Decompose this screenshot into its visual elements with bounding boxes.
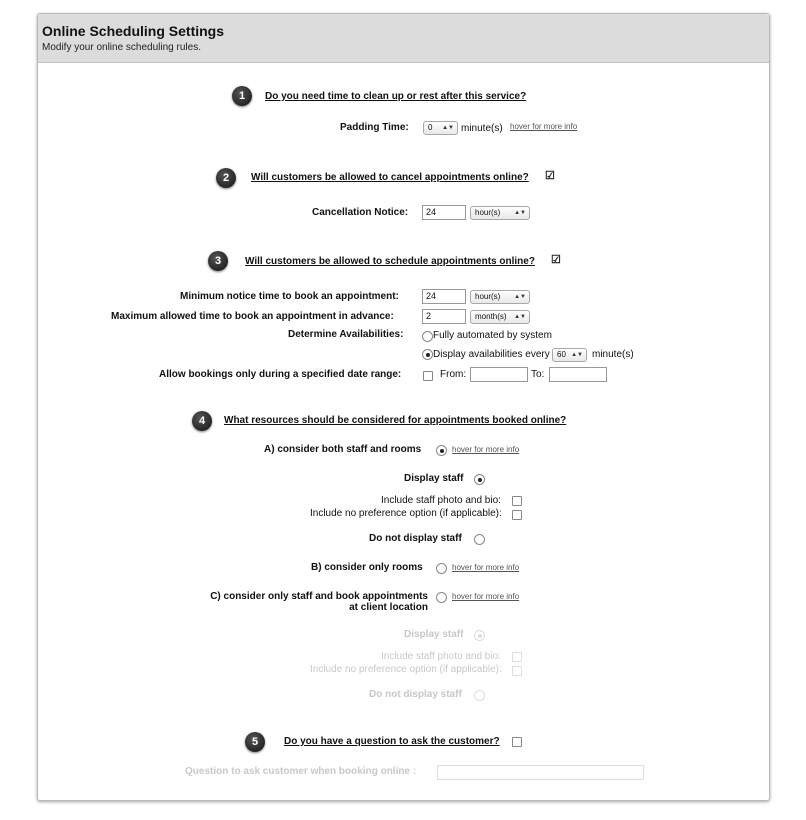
page-title: Online Scheduling Settings: [42, 23, 225, 39]
step-1-badge: 1: [232, 86, 252, 106]
min-notice-label: Minimum notice time to book an appointment:: [180, 291, 399, 302]
hover-info-option-b[interactable]: hover for more info: [452, 563, 520, 572]
cancel-online-checkbox[interactable]: ☑: [545, 170, 555, 182]
max-time-label: Maximum allowed time to book an appointment in advance:: [111, 311, 394, 322]
option-a-radio[interactable]: [436, 445, 447, 456]
padding-time-label: Padding Time:: [340, 122, 409, 133]
select-arrows-icon: ▲▼: [514, 210, 526, 216]
option-b-radio[interactable]: [436, 563, 447, 574]
customer-question-label: Question to ask customer when booking online :: [185, 766, 417, 777]
question-resources: What resources should be considered for appointments booked online?: [224, 415, 567, 426]
c-display-staff-radio[interactable]: [474, 630, 485, 641]
padding-time-value: 0: [428, 123, 433, 132]
padding-time-select[interactable]: [423, 121, 458, 135]
min-notice-unit-select[interactable]: [470, 290, 530, 304]
availability-interval-unit: minute(s): [592, 349, 634, 360]
step-2-badge: 2: [216, 168, 236, 188]
date-range-checkbox[interactable]: [423, 371, 433, 381]
cancellation-notice-input[interactable]: 24: [422, 205, 466, 220]
panel-header: [38, 14, 769, 63]
hover-info-option-a[interactable]: hover for more info: [452, 445, 520, 454]
option-b-label: B) consider only rooms: [311, 562, 423, 573]
select-arrows-icon: ▲▼: [514, 314, 526, 320]
option-c-label-line2: at client location: [349, 602, 428, 613]
min-notice-unit-value: hour(s): [475, 292, 501, 301]
availability-label: Determine Availabilities:: [288, 329, 404, 340]
step-5-badge: 5: [245, 732, 265, 752]
option-a-label: A) consider both staff and rooms: [264, 444, 422, 455]
max-time-input[interactable]: 2: [422, 309, 466, 324]
min-notice-input[interactable]: 24: [422, 289, 466, 304]
max-time-unit-select[interactable]: [470, 310, 530, 324]
question-schedule: Will customers be allowed to schedule appointments online?: [245, 256, 535, 267]
to-label: To:: [531, 369, 545, 380]
option-c-label-line1: C) consider only staff and book appointments: [210, 591, 428, 602]
to-date-input[interactable]: [549, 367, 607, 382]
step-3-badge: 3: [208, 251, 228, 271]
select-arrows-icon: ▲▼: [514, 294, 526, 300]
ask-customer-checkbox[interactable]: [512, 737, 522, 747]
display-staff-radio[interactable]: [474, 474, 485, 485]
page-subtitle: Modify your online scheduling rules.: [42, 42, 201, 53]
cancellation-unit-select[interactable]: [470, 206, 530, 220]
availability-interval-label: Display availabilities every: [433, 349, 550, 360]
step-4-badge: 4: [192, 411, 212, 431]
include-no-pref-checkbox[interactable]: [512, 510, 522, 520]
schedule-online-checkbox[interactable]: ☑: [551, 254, 561, 266]
from-date-input[interactable]: [470, 367, 528, 382]
cancellation-unit-value: hour(s): [475, 208, 501, 217]
c-do-not-display-staff-radio[interactable]: [474, 690, 485, 701]
padding-unit: minute(s): [461, 123, 503, 134]
c-include-no-pref-label: Include no preference option (if applicable):: [310, 664, 502, 675]
availability-interval-radio[interactable]: [422, 349, 433, 360]
hover-info-padding[interactable]: hover for more info: [510, 122, 578, 131]
from-label: From:: [440, 369, 467, 380]
customer-question-input[interactable]: [437, 765, 644, 780]
select-arrows-icon: ▲▼: [442, 125, 454, 131]
cancellation-notice-label: Cancellation Notice:: [312, 207, 409, 218]
do-not-display-staff-radio[interactable]: [474, 534, 485, 545]
option-c-radio[interactable]: [436, 592, 447, 603]
include-photo-checkbox[interactable]: [512, 496, 522, 506]
c-include-photo-label: Include staff photo and bio:: [381, 651, 501, 662]
availability-automated-label: Fully automated by system: [433, 330, 552, 341]
display-staff-label: Display staff: [404, 473, 464, 484]
include-no-pref-label: Include no preference option (if applicable):: [310, 508, 502, 519]
c-do-not-display-staff-label: Do not display staff: [369, 689, 462, 700]
c-display-staff-label: Display staff: [404, 629, 464, 640]
date-range-label: Allow bookings only during a specified date range:: [159, 369, 402, 380]
c-include-photo-checkbox[interactable]: [512, 652, 522, 662]
include-photo-label: Include staff photo and bio:: [381, 495, 501, 506]
select-arrows-icon: ▲▼: [571, 352, 583, 358]
availability-interval-select[interactable]: [552, 348, 587, 362]
question-ask-customer: Do you have a question to ask the customer?: [284, 736, 500, 747]
hover-info-option-c[interactable]: hover for more info: [452, 592, 520, 601]
do-not-display-staff-label: Do not display staff: [369, 533, 462, 544]
question-padding: Do you need time to clean up or rest after this service?: [265, 91, 527, 102]
availability-automated-radio[interactable]: [422, 331, 433, 342]
availability-interval-value: 60: [557, 350, 566, 359]
c-include-no-pref-checkbox[interactable]: [512, 666, 522, 676]
question-cancel: Will customers be allowed to cancel appointments online?: [251, 172, 529, 183]
max-time-unit-value: month(s): [475, 312, 507, 321]
